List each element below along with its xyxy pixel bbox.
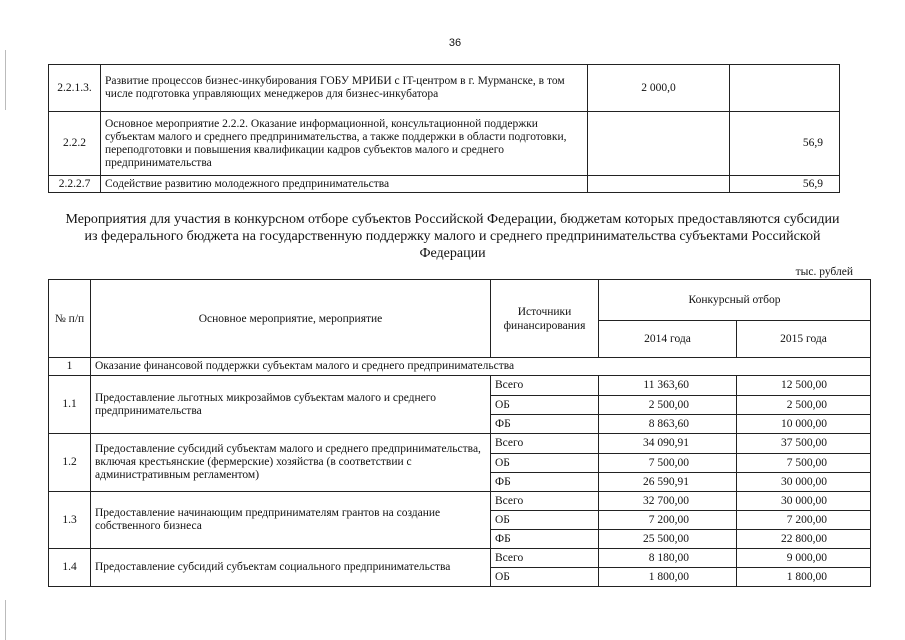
amount-2015: 2 500,00: [737, 396, 871, 415]
row-value: [730, 65, 840, 112]
source-cell: Всего: [491, 376, 599, 396]
page-number: 36: [448, 37, 462, 49]
row-text: Основное мероприятие 2.2.2. Оказание информационной, консультационной поддержки субъектам малого и среднего предпринимательства, а также поддержки в области подготовки, переподготовки и повышения квалификации кадров субъектов малого и среднего предпринимательства: [101, 112, 588, 176]
table-row: [49, 112, 840, 176]
row-text: Развитие процессов бизнес-инкубирования ГОБУ МРИБИ с IT-центром в г. Мурманске, в том числе подготовка управляющих менеджеров для бизнес-инкубатора: [101, 65, 588, 112]
units-label: тыс. рублей: [795, 266, 853, 278]
header-2015: 2015 года: [737, 321, 871, 358]
group-title: Предоставление субсидий субъектам социального предпринимательства: [91, 549, 491, 587]
amount-2014: 8 863,60: [599, 415, 737, 434]
row-text: Содействие развитию молодежного предпринимательства: [101, 176, 588, 193]
header-event: Основное мероприятие, мероприятие: [91, 280, 491, 358]
amount-2014: 2 500,00: [599, 396, 737, 415]
amount-2014: 8 180,00: [599, 549, 737, 568]
contest-table: [48, 279, 871, 587]
amount-2014: 1 800,00: [599, 568, 737, 587]
top-continuation-table: [48, 64, 840, 193]
amount-2015: 9 000,00: [737, 549, 871, 568]
source-cell: ОБ: [491, 511, 599, 530]
amount-2014: 7 200,00: [599, 511, 737, 530]
section-number: 1: [49, 358, 91, 376]
group-number: 1.3: [49, 492, 91, 549]
header-sources: Источники финансирования: [491, 280, 599, 358]
row-value: 56,9: [730, 112, 840, 176]
row-value: 2 000,0: [588, 65, 730, 112]
table-row: [49, 65, 840, 112]
source-cell: ФБ: [491, 415, 599, 434]
table-row: [49, 492, 871, 511]
header-2014: 2014 года: [599, 321, 737, 358]
header-num: № п/п: [49, 280, 91, 358]
group-number: 1.1: [49, 376, 91, 434]
section-row: [49, 358, 871, 376]
amount-2014: 26 590,91: [599, 473, 737, 492]
amount-2015: 1 800,00: [737, 568, 871, 587]
table-row: [49, 376, 871, 396]
source-cell: ОБ: [491, 568, 599, 587]
group-title: Предоставление начинающим предпринимателям грантов на создание собственного бизнеса: [91, 492, 491, 549]
row-value: 56,9: [730, 176, 840, 193]
source-cell: Всего: [491, 492, 599, 511]
group-title: Предоставление субсидий субъектам малого и среднего предпринимательства, включая крестьянские (фермерские) хозяйства (в соответствии с административным регламентом): [91, 434, 491, 492]
source-cell: ФБ: [491, 473, 599, 492]
amount-2014: 11 363,60: [599, 376, 737, 396]
amount-2015: 7 500,00: [737, 454, 871, 473]
section-heading: Мероприятия для участия в конкурсном отборе субъектов Российской Федерации, бюджетам которых предоставляются субсидии из федерального бюджета на государственную поддержку малого и среднего предпринимательства субъектами Российской Федерации: [65, 212, 840, 261]
amount-2014: 25 500,00: [599, 530, 737, 549]
table-row: [49, 176, 840, 193]
scan-edge-mark: [5, 50, 6, 110]
amount-2015: 12 500,00: [737, 376, 871, 396]
group-number: 1.4: [49, 549, 91, 587]
amount-2014: 32 700,00: [599, 492, 737, 511]
section-title: Оказание финансовой поддержки субъектам малого и среднего предпринимательства: [91, 358, 871, 376]
amount-2015: 30 000,00: [737, 473, 871, 492]
amount-2015: 10 000,00: [737, 415, 871, 434]
row-number: 2.2.1.3.: [49, 65, 101, 112]
table-row: [49, 434, 871, 454]
source-cell: Всего: [491, 434, 599, 454]
amount-2015: 7 200,00: [737, 511, 871, 530]
amount-2015: 30 000,00: [737, 492, 871, 511]
source-cell: ОБ: [491, 454, 599, 473]
header-contest: Конкурсный отбор: [599, 280, 871, 321]
source-cell: Всего: [491, 549, 599, 568]
table-row: [49, 549, 871, 568]
scan-edge-mark: [5, 600, 6, 640]
group-number: 1.2: [49, 434, 91, 492]
amount-2014: 7 500,00: [599, 454, 737, 473]
amount-2015: 22 800,00: [737, 530, 871, 549]
row-number: 2.2.2: [49, 112, 101, 176]
group-title: Предоставление льготных микрозаймов субъектам малого и среднего предпринимательства: [91, 376, 491, 434]
header-row: [49, 280, 871, 321]
row-value: [588, 112, 730, 176]
amount-2014: 34 090,91: [599, 434, 737, 454]
amount-2015: 37 500,00: [737, 434, 871, 454]
row-value: [588, 176, 730, 193]
source-cell: ОБ: [491, 396, 599, 415]
row-number: 2.2.2.7: [49, 176, 101, 193]
source-cell: ФБ: [491, 530, 599, 549]
